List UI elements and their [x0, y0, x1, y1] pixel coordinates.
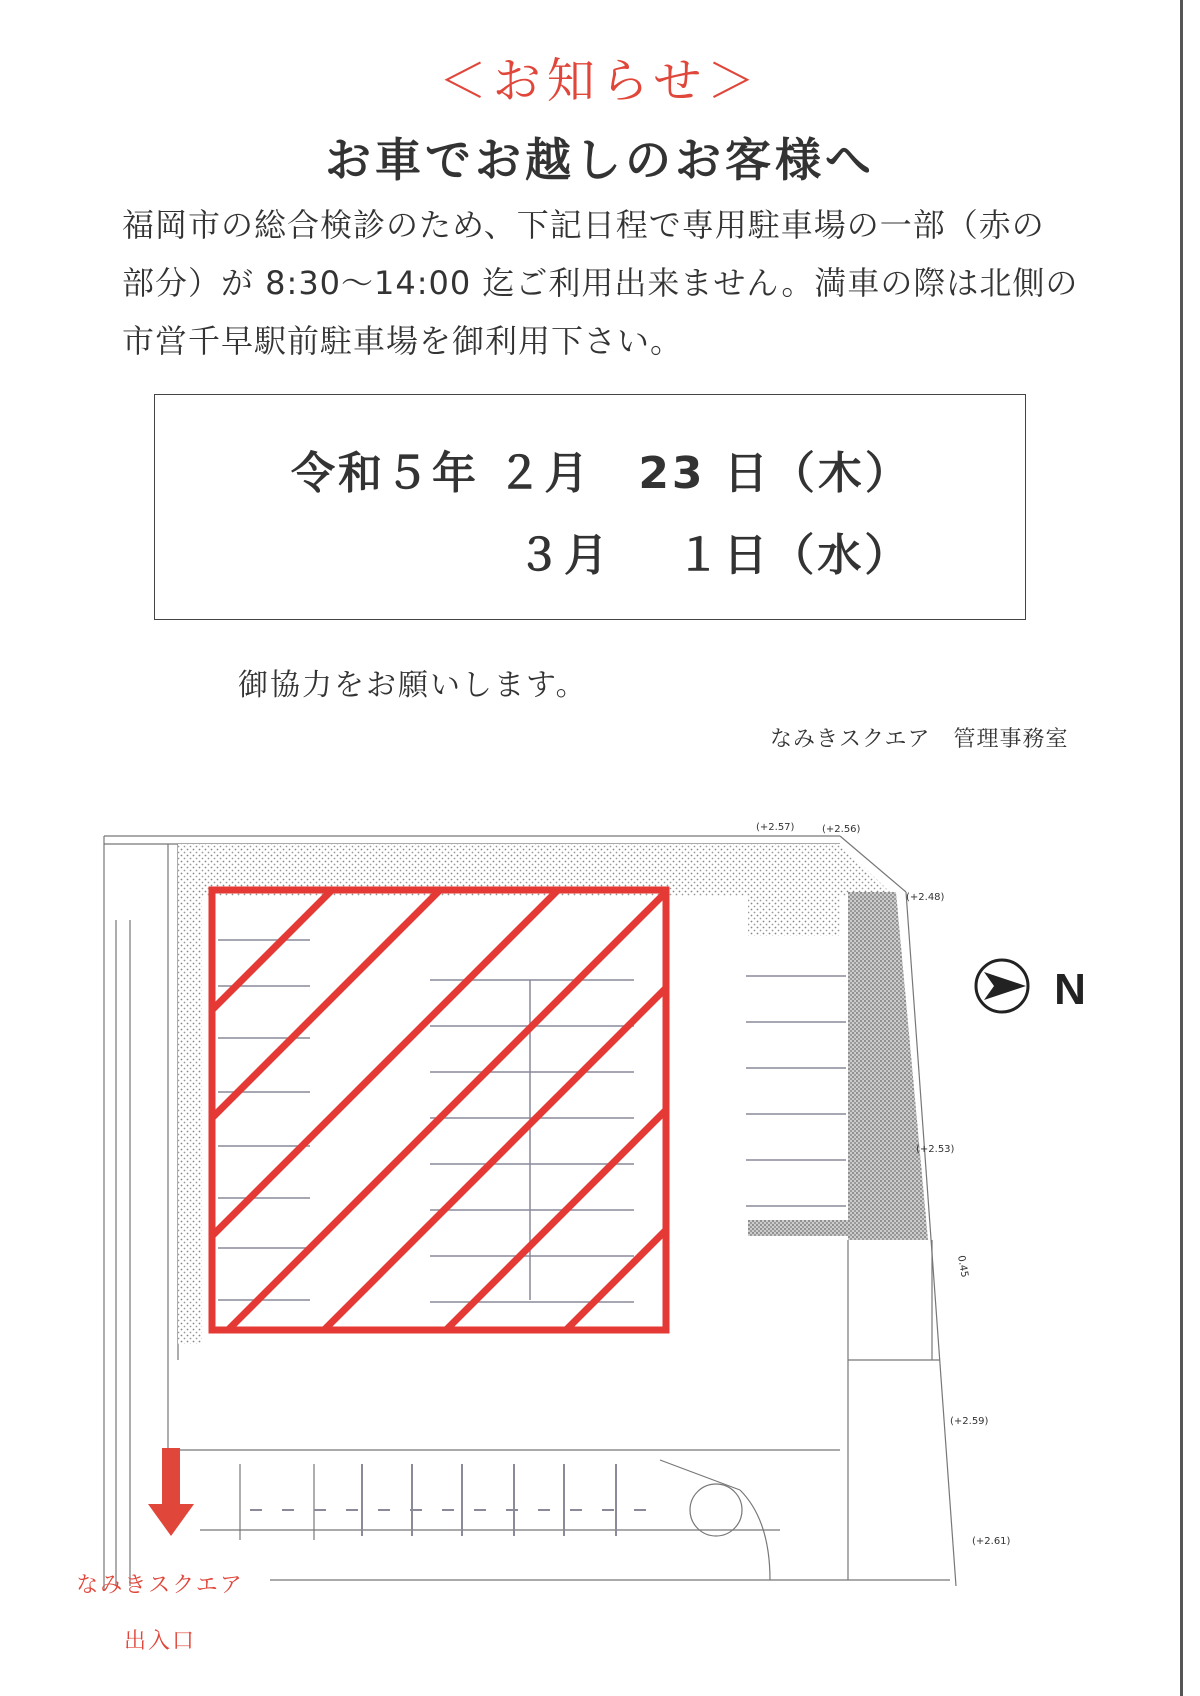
elevation-label: 0.45 — [955, 1254, 970, 1279]
notice-label: ＜お知らせ＞ — [438, 53, 762, 109]
left-planting-strip — [178, 844, 202, 1344]
right-parking-stalls — [746, 976, 846, 1206]
elevation-label: (+2.59) — [950, 1416, 989, 1427]
corner-planting — [748, 892, 840, 936]
elevation-label: (+2.53) — [916, 1144, 955, 1155]
north-label: N — [1054, 965, 1086, 1014]
date-line-1: 令和５年 ２月 23 日（木） — [291, 448, 912, 499]
notice-body — [122, 196, 1082, 370]
signature: なみきスクエア 管理事務室 — [770, 727, 1069, 752]
body-line: 部分）が 8:30〜14:00 迄ご利用出来ません。満車の際は北側の — [122, 264, 1079, 302]
page-edge-line — [1180, 0, 1183, 1696]
date-line-2: ３月 １日（水） — [517, 530, 912, 581]
date-box — [154, 394, 1026, 620]
thanks-text: 御協力をお願いします。 — [238, 668, 588, 703]
right-planting-bottom — [748, 1220, 848, 1236]
headline: お車でお越しのお客様へ — [325, 133, 875, 187]
elevation-label: (+2.48) — [906, 892, 945, 903]
elevation-label: (+2.57) — [756, 822, 795, 833]
north-indicator — [976, 960, 1086, 1014]
body-line: 福岡市の総合検診のため、下記日程で専用駐車場の一部（赤の — [122, 206, 1045, 244]
right-planting-strip — [848, 892, 928, 1240]
bottom-parking-stalls — [250, 1464, 660, 1536]
elevation-label: (+2.56) — [822, 824, 861, 835]
elevation-label: (+2.61) — [972, 1536, 1011, 1547]
parking-map — [0, 800, 1180, 1600]
entrance-arrow — [148, 1448, 194, 1536]
entrance-label-sub: 出入口 — [123, 1629, 196, 1654]
entrance-label: なみきスクエア — [76, 1573, 244, 1598]
restricted-parking-area — [212, 882, 676, 1346]
body-line: 市営千早駅前駐車場を御利用下さい。 — [122, 322, 684, 360]
